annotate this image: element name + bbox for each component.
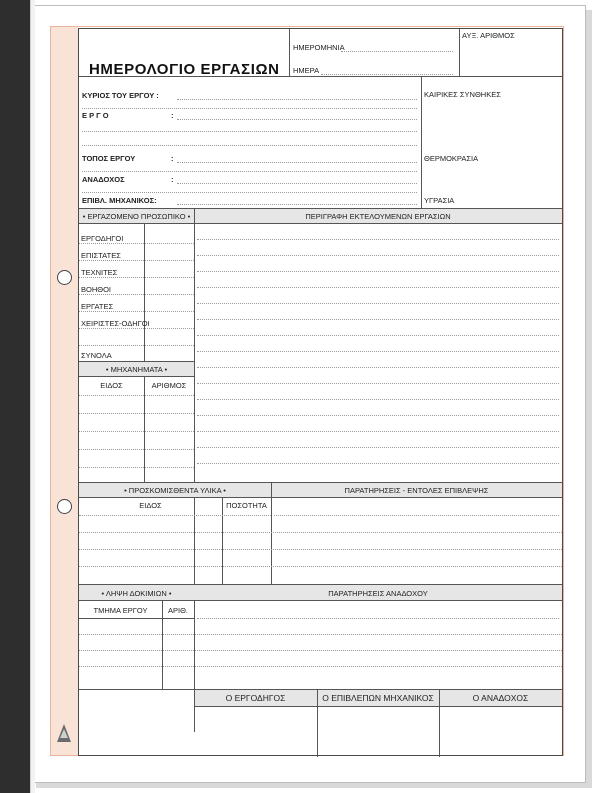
supervising-engineer-field[interactable] — [177, 204, 417, 205]
form-title: ΗΜΕΡΟΛΟΓΙΟ ΕΡΓΑΣΙΩΝ — [89, 61, 280, 78]
signature-site-supervisor: Ο ΕΡΓΟΔΗΓΟΣ — [225, 693, 286, 703]
date-field[interactable] — [341, 51, 453, 52]
materials-header: • ΠΡΟΣΚΟΜΙΣΘΕΝΤΑ ΥΛΙΚΑ • — [124, 486, 226, 495]
personnel-row-assistants: ΒΟΗΘΟΙ — [81, 285, 112, 294]
project-label: Ε Ρ Γ Ο — [82, 111, 109, 120]
personnel-header: • ΕΡΓΑΖΟΜΕΝΟ ΠΡΟΣΩΠΙΚΟ • — [82, 212, 191, 221]
machinery-number-header: ΑΡΙΘΜΟΣ — [151, 381, 187, 390]
supervising-engineer-label: ΕΠΙΒΛ. ΜΗΧΑΝΙΚΟΣ: — [82, 196, 157, 205]
date-label: ΗΜΕΡΟΜΗΝΙΑ — [293, 43, 345, 52]
humidity-label: ΥΓΡΑΣΙΑ — [424, 196, 455, 205]
machinery-type-header: ΕΙΔΟΣ — [100, 381, 123, 390]
project-field[interactable] — [177, 119, 417, 120]
contractor-colon: : — [171, 175, 174, 184]
personnel-row-workers: ΕΡΓΑΤΕΣ — [81, 302, 114, 311]
machinery-header: • ΜΗΧΑΝΗΜΑΤΑ • — [105, 365, 168, 374]
signature-contractor: Ο ΑΝΑΔΟΧΟΣ — [472, 693, 529, 703]
works-description-header: ΠΕΡΙΓΡΑΦΗ ΕΚΤΕΛΟΥΜΕΝΩΝ ΕΡΓΑΣΙΩΝ — [305, 212, 451, 221]
binding-spine — [0, 0, 30, 793]
publisher-logo-icon — [55, 722, 73, 744]
temperature-label: ΘΕΡΜΟΚΡΑΣΙΑ — [424, 154, 479, 163]
samples-section-header: ΤΜΗΜΑ ΕΡΓΟΥ — [93, 606, 148, 615]
personnel-row-operators: ΧΕΙΡΙΣΤΕΣ-ΟΔΗΓΟΙ — [81, 319, 150, 328]
location-colon: : — [171, 154, 174, 163]
materials-type-header: ΕΙΔΟΣ — [139, 501, 162, 510]
project-owner-label: ΚΥΡΙΟΣ ΤΟΥ ΕΡΓΟΥ : — [82, 91, 159, 100]
personnel-row-foremen: ΕΠΙΣΤΑΤΕΣ — [81, 251, 121, 260]
contractor-field[interactable] — [177, 183, 417, 184]
signature-supervising-engineer: Ο ΕΠΙΒΛΕΠΩΝ ΜΗΧΑΝΙΚΟΣ — [322, 693, 434, 703]
weather-label: ΚΑΙΡΙΚΕΣ ΣΥΝΘΗΚΕΣ — [424, 90, 501, 99]
contractor-label: ΑΝΑΔΟΧΟΣ — [82, 175, 125, 184]
samples-header: • ΛΗΨΗ ΔΟΚΙΜΙΩΝ • — [101, 589, 172, 598]
project-owner-field[interactable] — [177, 99, 417, 100]
day-field[interactable] — [321, 74, 453, 75]
supervision-remarks-header: ΠΑΡΑΤΗΡΗΣΕΙΣ - ΕΝΤΟΛΕΣ ΕΠΙΒΛΕΨΗΣ — [344, 486, 489, 495]
materials-quantity-header: ΠΟΣΟΤΗΤΑ — [226, 501, 267, 510]
work-diary-form — [78, 28, 563, 756]
project-location-label: ΤΟΠΟΣ ΕΡΓΟΥ — [82, 154, 136, 163]
margin-strip — [50, 26, 78, 756]
project-location-field[interactable] — [177, 162, 417, 163]
samples-number-header: ΑΡΙΘ. — [167, 606, 188, 615]
spine-edge — [30, 0, 35, 793]
serial-number-label: ΑΥΞ. ΑΡΙΘΜΟΣ — [462, 31, 515, 40]
punch-hole-lower — [57, 499, 72, 514]
personnel-totals-label: ΣΥΝΟΛΑ — [81, 351, 112, 360]
punch-hole-upper — [57, 270, 72, 285]
contractor-remarks-header: ΠΑΡΑΤΗΡΗΣΕΙΣ ΑΝΑΔΟΧΟΥ — [328, 589, 428, 598]
project-colon: : — [171, 111, 174, 120]
personnel-row-supervisors: ΕΡΓΟΔΗΓΟΙ — [81, 234, 124, 243]
personnel-row-technicians: ΤΕΧΝΙΤΕΣ — [81, 268, 118, 277]
day-label: ΗΜΕΡΑ — [293, 66, 320, 75]
